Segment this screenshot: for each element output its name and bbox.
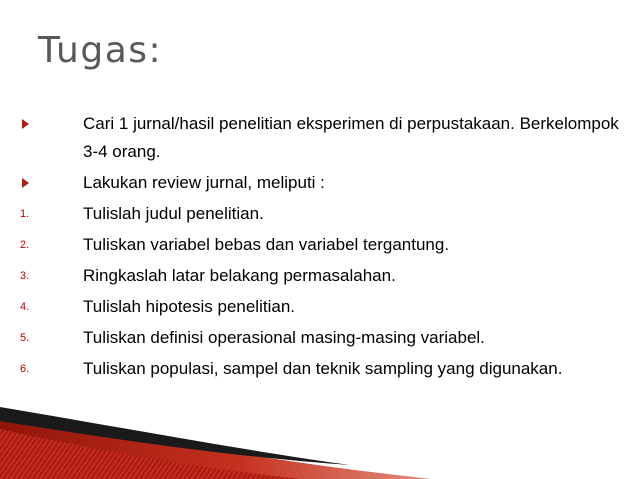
item-text: Lakukan review jurnal, meliputi : <box>83 173 325 192</box>
triangle-bullet-icon <box>22 178 29 188</box>
list-item <box>0 231 620 259</box>
list-item <box>0 324 620 352</box>
item-text: Tuliskan populasi, sampel dan teknik sampling yang digunakan. <box>83 359 563 378</box>
item-text: Tuliskan variabel bebas dan variabel tergantung. <box>83 235 450 254</box>
list-item <box>0 169 620 197</box>
list-item <box>0 293 620 321</box>
list-number: 1. <box>20 208 30 220</box>
item-text: Tulislah hipotesis penelitian. <box>83 297 295 316</box>
list-item <box>0 110 620 166</box>
list-number: 6. <box>20 363 30 375</box>
slide-title: Tugas: <box>38 30 163 71</box>
triangle-bullet-icon <box>22 119 29 129</box>
item-text: Tulislah judul penelitian. <box>83 204 264 223</box>
corner-swoosh-decoration <box>0 389 638 479</box>
list-number: 2. <box>20 239 30 251</box>
item-text: Tuliskan definisi operasional masing-masing variabel. <box>83 328 485 347</box>
content-list <box>0 110 620 386</box>
item-text: Ringkaslah latar belakang permasalahan. <box>83 266 396 285</box>
list-item <box>0 355 620 383</box>
list-item <box>0 262 620 290</box>
list-item <box>0 200 620 228</box>
list-number: 4. <box>20 301 30 313</box>
list-number: 3. <box>20 270 30 282</box>
item-text: Cari 1 jurnal/hasil penelitian eksperimen di perpustakaan. Berkelompok 3-4 orang. <box>83 114 619 161</box>
list-number: 5. <box>20 332 30 344</box>
